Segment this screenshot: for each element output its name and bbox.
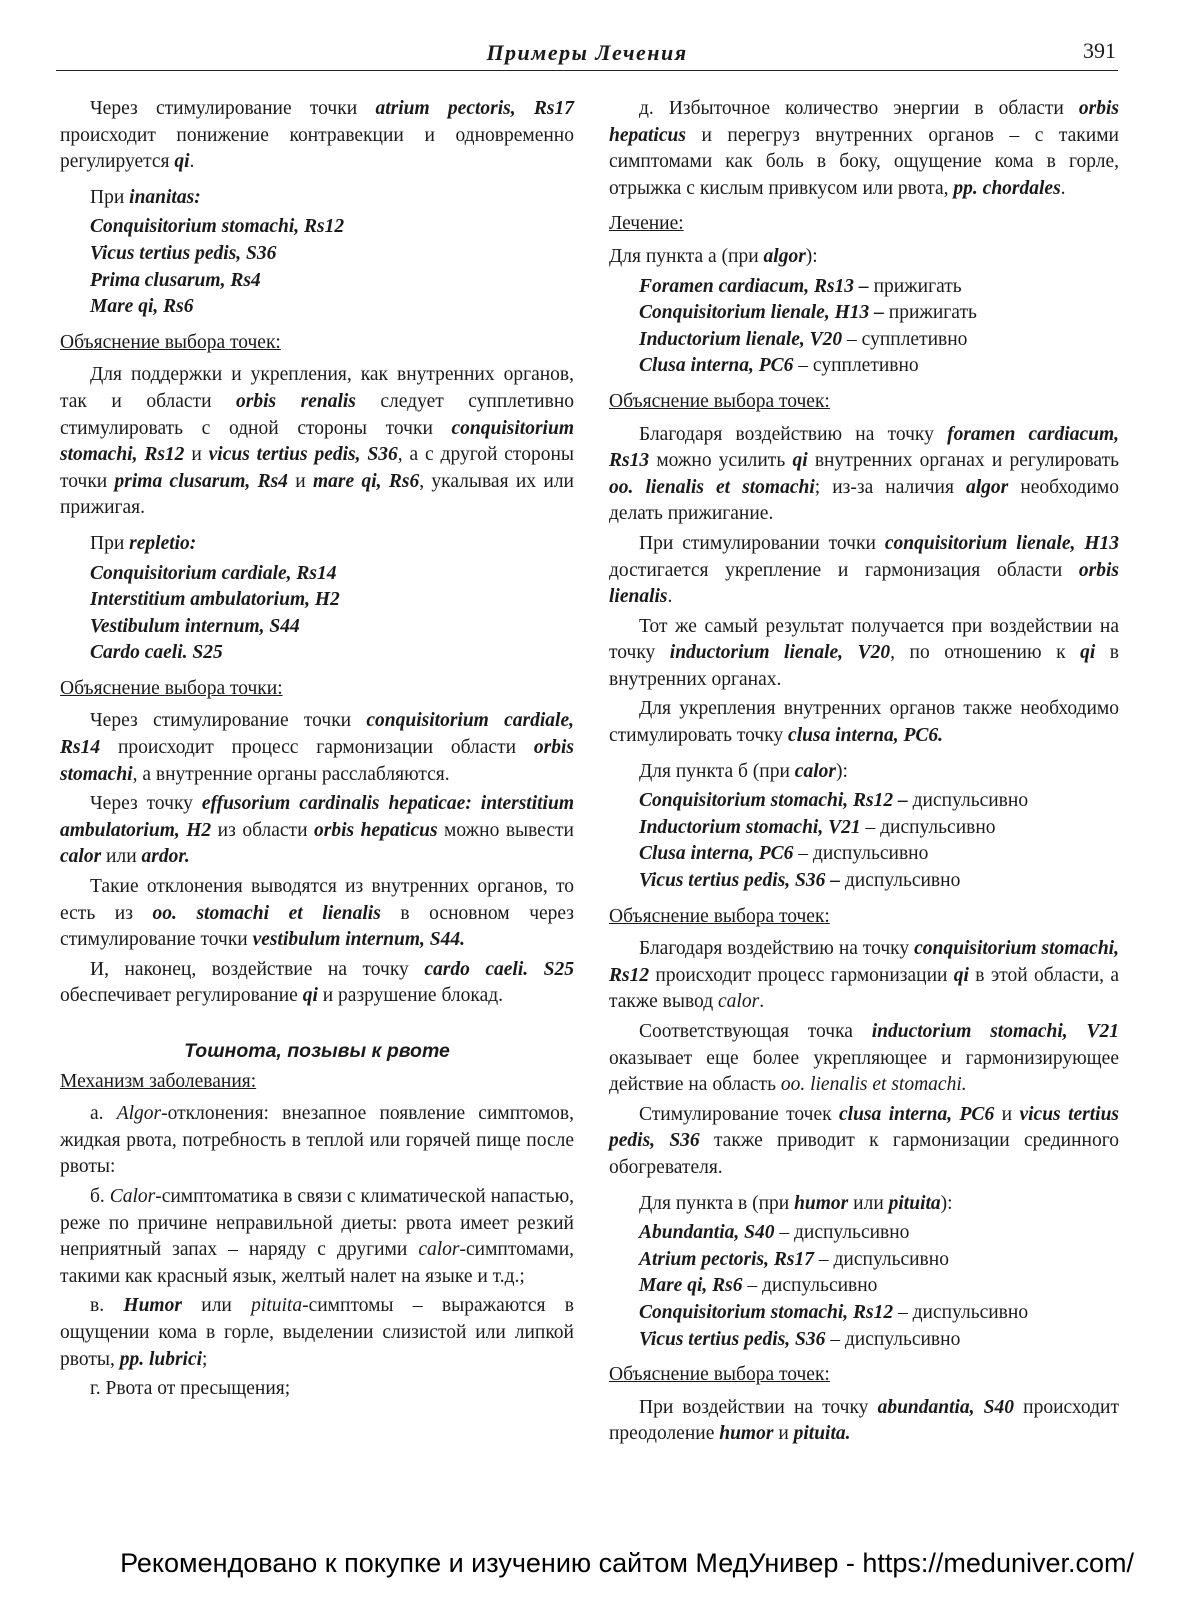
- paragraph: Через стимулирование точки conquisitorium cardiale, Rs14 происходит процесс гармонизации области orbis stomachi, а внутренние органы расслабляются.: [60, 710, 574, 785]
- point-group-label: Для пункта б (при calor):: [639, 760, 848, 782]
- point-item: Vicus tertius pedis, S36 – диспульсивно: [639, 870, 961, 892]
- repletio-label: При repletio:: [90, 532, 197, 554]
- paragraph: Благодаря воздействию на точку foramen cardiacum, Rs13 можно усилить qi внутренних органах и регулировать oo. lienalis et stomachi; из-за наличия algor необходимо делать прижигание.: [609, 423, 1119, 525]
- point-item: Foramen cardiacum, Rs13 – прижигать: [639, 275, 962, 297]
- page-number: 391: [1083, 38, 1116, 63]
- subheading: Объяснение выбора точек:: [609, 390, 830, 412]
- point-list-a: [639, 274, 1119, 380]
- paragraph: б. Calor-симптоматика в связи с климатической напастью, реже по причине неправильной диеты: рвота имеет резкий неприятный запах – наряду с другими calor-симптомами, такими как красный язык, желтый налет на языке и т.д.;: [60, 1185, 575, 1287]
- point-item: Mare qi, Rs6: [90, 296, 194, 318]
- paragraph: Для укрепления внутренних органов также необходимо стимулировать точку clusa interna, PC6.: [609, 698, 1119, 747]
- paragraph: г. Рвота от пресыщения;: [90, 1378, 291, 1400]
- paragraph: Для поддержки и укрепления, как внутренних органов, так и области orbis renalis следует супплетивно стимулировать с одной стороны точки conquisitorium stomachi, Rs12 и vicus tertius pedis, S36, а с другой стороны точки prima clusarum, Rs4 и mare qi, Rs6, укалывая их или прижигая.: [60, 364, 574, 519]
- point-item: Inductorium lienale, V20 – супплетивно: [639, 328, 968, 350]
- subheading: Объяснение выбора точек:: [609, 905, 830, 927]
- paragraph: И, наконец, воздействие на точку cardo caeli. S25 обеспечивает регулирование qi и разрушение блокад.: [60, 958, 575, 1007]
- inanitas-label: При inanitas:: [90, 186, 201, 208]
- paragraph: Стимулирование точек clusa interna, PC6 и vicus tertius pedis, S36 также приводит к гармонизации срединного обогревателя.: [609, 1103, 1119, 1178]
- point-item: Inductorium stomachi, V21 – диспульсивно: [639, 816, 996, 838]
- paragraph: При стимулировании точки conquisitorium lienale, H13 достигается укрепление и гармонизация области orbis lienalis.: [609, 532, 1119, 608]
- point-item: Cardo caeli. S25: [90, 642, 223, 664]
- subheading: Механизм заболевания:: [60, 1070, 257, 1092]
- paragraph: д. Избыточное количество энергии в области orbis hepaticus и перегруз внутренних органов – с такими симптомами как боль в боку, ощущение кома в горле, отрыжка с кислым привкусом или рвота, pp. chordales.: [609, 98, 1119, 199]
- paragraph: Такие отклонения выводятся из внутренних органов, то есть из oo. stomachi et lienalis в основном через стимулирование точки vestibulum internum, S44.: [60, 876, 574, 951]
- footer-recommendation: Рекомендовано к покупке и изучению сайтом МедУнивер - https://meduniver.com/: [120, 1548, 1134, 1578]
- paragraph: Благодаря воздействию на точку conquisitorium stomachi, Rs12 происходит процесс гармонизации qi в этой области, а также вывод calor.: [609, 938, 1119, 1013]
- repletio-points: [90, 561, 574, 667]
- running-title: Примеры Лечения: [486, 40, 688, 65]
- point-item: Mare qi, Rs6 – диспульсивно: [639, 1275, 878, 1297]
- point-item: Conquisitorium stomachi, Rs12 – диспульсивно: [639, 1301, 1029, 1323]
- right-column: [609, 96, 1119, 1457]
- paragraph: Через точку effusorium cardinalis hepaticae: interstitium ambulatorium, H2 из области orbis hepaticus можно вывести calor или ardor.: [60, 793, 574, 868]
- subheading: Объяснение выбора точек:: [609, 1364, 830, 1386]
- point-item: Clusa interna, PC6 – диспульсивно: [639, 843, 929, 865]
- paragraph: Тот же самый результат получается при воздействии на точку inductorium lienale, V20, по отношению к qi в внутренних органах.: [609, 615, 1119, 690]
- point-item: Atrium pectoris, Rs17 – диспульсивно: [639, 1248, 949, 1270]
- point-item: Vestibulum internum, S44: [90, 615, 300, 637]
- point-item: Abundantia, S40 – диспульсивно: [639, 1222, 910, 1244]
- paragraph: При воздействии на точку abundantia, S40 происходит преодоление humor и pituita.: [609, 1396, 1119, 1445]
- point-item: Interstitium ambulatorium, H2: [90, 589, 340, 611]
- subheading: Лечение:: [609, 213, 684, 235]
- section-title: Тошнота, позывы к рвоте: [184, 1040, 450, 1062]
- point-item: Vicus tertius pedis, S36 – диспульсивно: [639, 1328, 961, 1350]
- point-item: Vicus tertius pedis, S36: [90, 242, 277, 264]
- point-group-label: Для пункта в (при humor или pituita):: [639, 1192, 953, 1214]
- subheading: Объяснение выбора точки:: [60, 677, 283, 699]
- left-column: [60, 96, 574, 1406]
- point-item: Prima clusarum, Rs4: [90, 269, 261, 291]
- point-item: Conquisitorium cardiale, Rs14: [90, 562, 337, 584]
- point-item: Conquisitorium stomachi, Rs12: [90, 216, 345, 238]
- paragraph: а. Algor-отклонения: внезапное появление симптомов, жидкая рвота, потребность в теплой или горячей пище после рвоты:: [60, 1103, 574, 1178]
- point-list-c: [639, 1220, 1119, 1353]
- point-list-b: [639, 788, 1119, 894]
- page-header: [56, 36, 1118, 71]
- point-item: Conquisitorium lienale, H13 – прижигать: [639, 302, 977, 324]
- point-item: Conquisitorium stomachi, Rs12 – диспульсивно: [639, 790, 1029, 812]
- paragraph: Через стимулирование точки atrium pectoris, Rs17 происходит понижение контравекции и одновременно регулируется qi.: [60, 98, 575, 173]
- point-item: Clusa interna, PC6 – супплетивно: [639, 355, 919, 377]
- paragraph: Соответствующая точка inductorium stomachi, V21 оказывает еще более укрепляющее и гармонизирующее действие на область oo. lienalis et stomachi.: [609, 1021, 1119, 1096]
- point-group-label: Для пункта а (при algor):: [609, 245, 818, 267]
- inanitas-points: [90, 214, 574, 320]
- paragraph: в. Humor или pituita-симптомы – выражаются в ощущении кома в горле, выделении слизистой или липкой рвоты, pp. lubrici;: [60, 1295, 574, 1370]
- subheading: Объяснение выбора точек:: [60, 331, 281, 353]
